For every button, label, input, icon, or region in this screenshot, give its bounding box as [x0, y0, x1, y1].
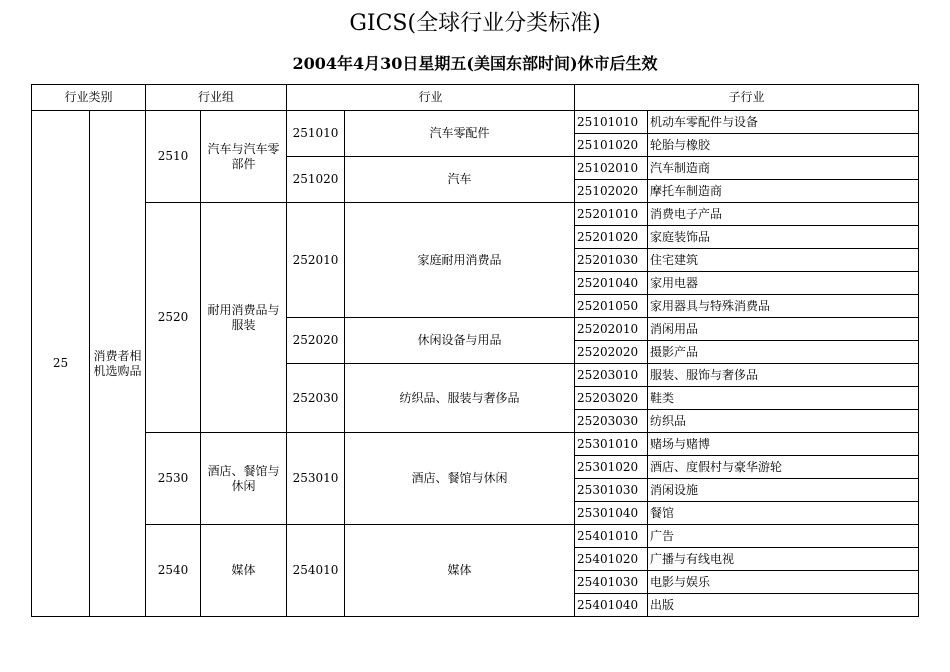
sub-industry-name: 住宅建筑	[648, 249, 919, 272]
sub-industry-name: 广播与有线电视	[648, 548, 919, 571]
sub-industry-name: 赌场与赌博	[648, 433, 919, 456]
page-subtitle: 2004年4月30日星期五(美国东部时间)休市后生效	[292, 54, 658, 73]
header-industry-group: 行业组	[146, 85, 287, 111]
sub-industry-code: 25101020	[575, 134, 648, 157]
sub-industry-code: 25202020	[575, 341, 648, 364]
table-row	[32, 203, 919, 226]
sub-industry-name: 纺织品	[648, 410, 919, 433]
sub-industry-code: 25201030	[575, 249, 648, 272]
table-row	[32, 433, 919, 456]
table-row	[32, 111, 919, 134]
industry-group-name: 汽车与汽车零部件	[201, 111, 287, 203]
sub-industry-name: 摩托车制造商	[648, 180, 919, 203]
industry-group-code: 2540	[146, 525, 201, 617]
sub-industry-name: 轮胎与橡胶	[648, 134, 919, 157]
sub-industry-name: 消闲用品	[648, 318, 919, 341]
sub-industry-code: 25301010	[575, 433, 648, 456]
sub-industry-code: 25102010	[575, 157, 648, 180]
sub-industry-name: 汽车制造商	[648, 157, 919, 180]
gics-table	[31, 84, 919, 617]
sub-industry-code: 25401030	[575, 571, 648, 594]
sub-industry-code: 25401010	[575, 525, 648, 548]
sub-industry-code: 25202010	[575, 318, 648, 341]
industry-name: 纺织品、服装与奢侈品	[345, 364, 575, 433]
sub-industry-code: 25201020	[575, 226, 648, 249]
industry-name: 酒店、餐馆与休闲	[345, 433, 575, 525]
industry-name: 休闲设备与用品	[345, 318, 575, 364]
industry-code: 252010	[287, 203, 345, 318]
page-title: GICS(全球行业分类标准)	[349, 11, 601, 36]
industry-name: 汽车	[345, 157, 575, 203]
industry-code: 252030	[287, 364, 345, 433]
sub-industry-name: 广告	[648, 525, 919, 548]
sub-industry-name: 家庭装饰品	[648, 226, 919, 249]
sub-industry-name: 机动车零配件与设备	[648, 111, 919, 134]
sub-industry-name: 酒店、度假村与豪华游轮	[648, 456, 919, 479]
sub-industry-name: 餐馆	[648, 502, 919, 525]
header-industry: 行业	[287, 85, 575, 111]
table-header-row	[32, 85, 919, 111]
sub-industry-name: 消闲设施	[648, 479, 919, 502]
sub-industry-name: 家用器具与特殊消费品	[648, 295, 919, 318]
table-row	[32, 525, 919, 548]
sub-industry-code: 25101010	[575, 111, 648, 134]
sub-industry-code: 25102020	[575, 180, 648, 203]
sub-industry-code: 25201040	[575, 272, 648, 295]
industry-name: 汽车零配件	[345, 111, 575, 157]
industry-name: 媒体	[345, 525, 575, 617]
sub-industry-name: 鞋类	[648, 387, 919, 410]
industry-group-name: 酒店、餐馆与休闲	[201, 433, 287, 525]
industry-group-code: 2510	[146, 111, 201, 203]
header-sub-industry: 子行业	[575, 85, 919, 111]
sub-industry-code: 25301030	[575, 479, 648, 502]
industry-code: 253010	[287, 433, 345, 525]
industry-name: 家庭耐用消费品	[345, 203, 575, 318]
sub-industry-name: 服装、服饰与奢侈品	[648, 364, 919, 387]
sub-industry-code: 25301040	[575, 502, 648, 525]
industry-group-name: 耐用消费品与服装	[201, 203, 287, 433]
sub-industry-name: 摄影产品	[648, 341, 919, 364]
sub-industry-code: 25203020	[575, 387, 648, 410]
sector-name: 消费者相机选购品	[90, 111, 146, 617]
sub-industry-code: 25301020	[575, 456, 648, 479]
sub-industry-name: 电影与娱乐	[648, 571, 919, 594]
industry-group-name: 媒体	[201, 525, 287, 617]
industry-code: 254010	[287, 525, 345, 617]
industry-code: 251010	[287, 111, 345, 157]
industry-code: 251020	[287, 157, 345, 203]
industry-group-code: 2530	[146, 433, 201, 525]
sub-industry-code: 25201010	[575, 203, 648, 226]
sector-code: 25	[32, 111, 90, 617]
industry-group-code: 2520	[146, 203, 201, 433]
sub-industry-code: 25203030	[575, 410, 648, 433]
sub-industry-name: 出版	[648, 594, 919, 617]
sub-industry-name: 家用电器	[648, 272, 919, 295]
header-sector: 行业类别	[32, 85, 146, 111]
sub-industry-name: 消费电子产品	[648, 203, 919, 226]
sub-industry-code: 25201050	[575, 295, 648, 318]
sub-industry-code: 25401040	[575, 594, 648, 617]
sub-industry-code: 25203010	[575, 364, 648, 387]
industry-code: 252020	[287, 318, 345, 364]
sub-industry-code: 25401020	[575, 548, 648, 571]
